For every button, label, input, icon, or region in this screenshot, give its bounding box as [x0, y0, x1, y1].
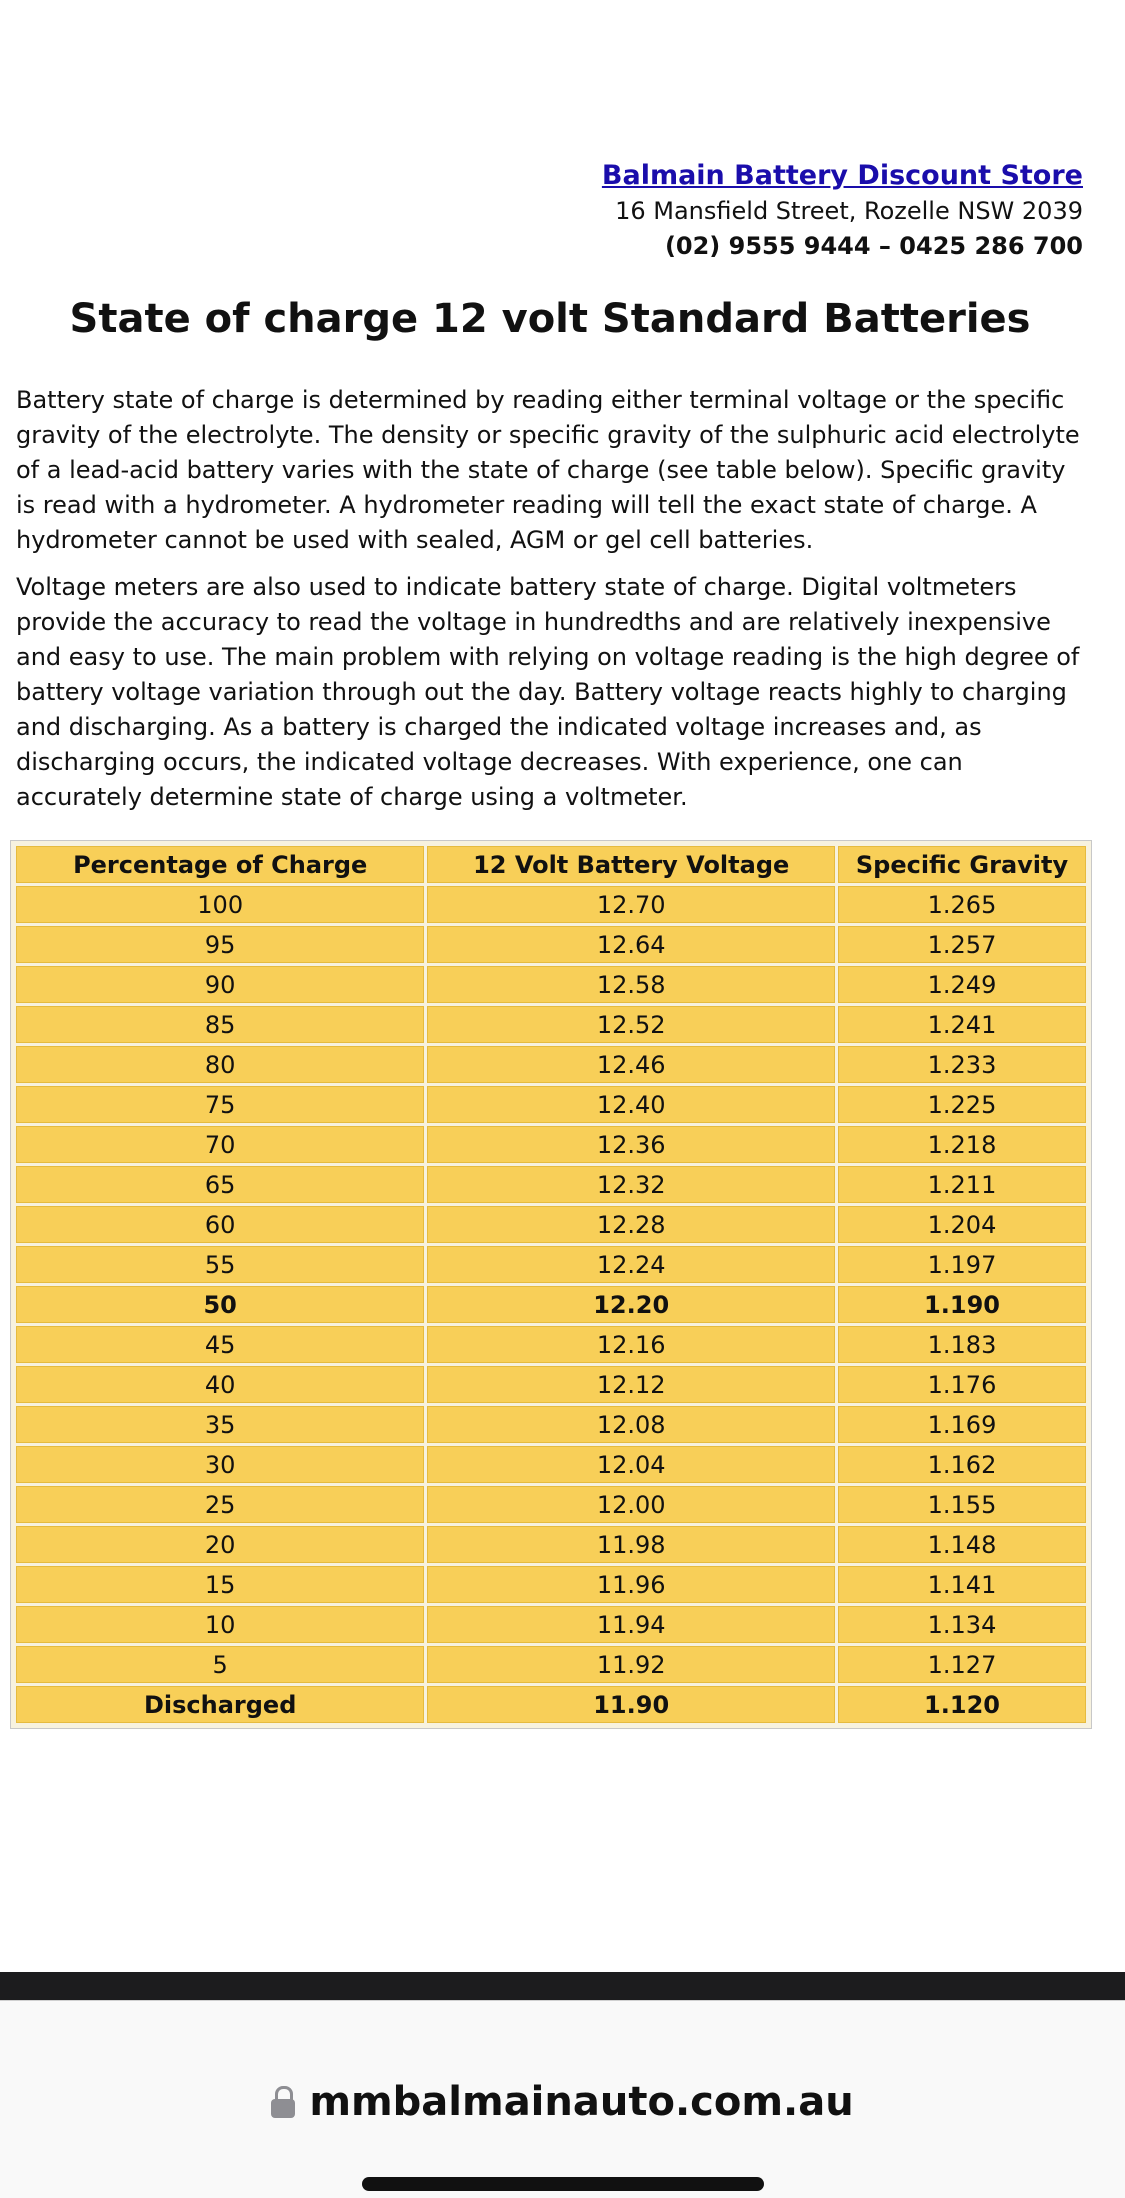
cell-percentage: 5 — [16, 1646, 424, 1683]
state-of-charge-table — [13, 843, 1089, 1726]
cell-percentage: 20 — [16, 1526, 424, 1563]
cell-specific-gravity: 1.233 — [838, 1046, 1086, 1083]
cell-percentage: 25 — [16, 1486, 424, 1523]
cell-specific-gravity: 1.190 — [838, 1286, 1086, 1323]
table-row — [16, 886, 1086, 923]
cell-percentage: 65 — [16, 1166, 424, 1203]
cell-percentage: 95 — [16, 926, 424, 963]
cell-percentage: 60 — [16, 1206, 424, 1243]
table-row — [16, 1606, 1086, 1643]
header-specific-gravity: Specific Gravity — [838, 846, 1086, 883]
cell-specific-gravity: 1.211 — [838, 1166, 1086, 1203]
store-address: 16 Mansfield Street, Rozelle NSW 2039 — [615, 197, 1083, 225]
cell-specific-gravity: 1.134 — [838, 1606, 1086, 1643]
cell-specific-gravity: 1.225 — [838, 1086, 1086, 1123]
cell-percentage: 100 — [16, 886, 424, 923]
cell-specific-gravity: 1.162 — [838, 1446, 1086, 1483]
home-indicator[interactable] — [362, 2177, 764, 2191]
cell-specific-gravity: 1.120 — [838, 1686, 1086, 1723]
cell-specific-gravity: 1.169 — [838, 1406, 1086, 1443]
intro-paragraph-voltmeter: Voltage meters are also used to indicate battery state of charge. Digital voltmeters provide the accuracy to read the voltage in hundredths and are relatively inexpensive and easy to use. The main problem with relying on voltage reading is the high degree of battery voltage variation through out the day. Battery voltage reacts highly to charging and discharging. As a battery is charged the indicated voltage increases and, as discharging occurs, the indicated voltage decreases. With experience, one can accurately determine state of charge using a voltmeter. — [16, 573, 1080, 811]
cell-specific-gravity: 1.197 — [838, 1246, 1086, 1283]
table-row — [16, 1246, 1086, 1283]
cell-voltage: 12.40 — [427, 1086, 835, 1123]
cell-specific-gravity: 1.148 — [838, 1526, 1086, 1563]
cell-voltage: 12.58 — [427, 966, 835, 1003]
cell-percentage: 80 — [16, 1046, 424, 1083]
table-row — [16, 966, 1086, 1003]
cell-percentage: 85 — [16, 1006, 424, 1043]
table-row — [16, 1126, 1086, 1163]
cell-specific-gravity: 1.204 — [838, 1206, 1086, 1243]
cell-percentage: 55 — [16, 1246, 424, 1283]
store-name-link[interactable]: Balmain Battery Discount Store — [601, 160, 1083, 191]
cell-voltage: 11.90 — [427, 1686, 835, 1723]
cell-voltage: 11.92 — [427, 1646, 835, 1683]
cell-percentage: 70 — [16, 1126, 424, 1163]
table-row — [16, 1646, 1086, 1683]
table-row — [16, 1486, 1086, 1523]
cell-voltage: 12.36 — [427, 1126, 835, 1163]
table-row — [16, 1086, 1086, 1123]
table-body — [16, 886, 1086, 1723]
table-row — [16, 1686, 1086, 1723]
cell-voltage: 11.98 — [427, 1526, 835, 1563]
cell-voltage: 12.12 — [427, 1366, 835, 1403]
cell-voltage: 12.24 — [427, 1246, 835, 1283]
cell-voltage: 12.20 — [427, 1286, 835, 1323]
cell-specific-gravity: 1.155 — [838, 1486, 1086, 1523]
cell-voltage: 11.94 — [427, 1606, 835, 1643]
cell-specific-gravity: 1.218 — [838, 1126, 1086, 1163]
cell-voltage: 12.04 — [427, 1446, 835, 1483]
browser-address-bar[interactable] — [0, 2000, 1125, 2198]
cell-percentage: 90 — [16, 966, 424, 1003]
table-row — [16, 1366, 1086, 1403]
table-row — [16, 1166, 1086, 1203]
cell-voltage: 12.16 — [427, 1326, 835, 1363]
cell-specific-gravity: 1.265 — [838, 886, 1086, 923]
cell-percentage: 35 — [16, 1406, 424, 1443]
store-header — [383, 158, 1083, 263]
cell-voltage: 12.32 — [427, 1166, 835, 1203]
cell-voltage: 12.64 — [427, 926, 835, 963]
cell-specific-gravity: 1.257 — [838, 926, 1086, 963]
cell-specific-gravity: 1.241 — [838, 1006, 1086, 1043]
table-row — [16, 1446, 1086, 1483]
cell-percentage: 75 — [16, 1086, 424, 1123]
cell-voltage: 12.28 — [427, 1206, 835, 1243]
cell-percentage: 30 — [16, 1446, 424, 1483]
cell-specific-gravity: 1.127 — [838, 1646, 1086, 1683]
header-voltage: 12 Volt Battery Voltage — [427, 846, 835, 883]
table-row — [16, 1286, 1086, 1323]
state-of-charge-table-container — [10, 840, 1092, 1729]
table-row — [16, 1526, 1086, 1563]
table-row — [16, 1406, 1086, 1443]
store-phone: (02) 9555 9444 – 0425 286 700 — [664, 232, 1083, 260]
cell-percentage: Discharged — [16, 1686, 424, 1723]
cell-specific-gravity: 1.141 — [838, 1566, 1086, 1603]
cell-voltage: 11.96 — [427, 1566, 835, 1603]
table-row — [16, 1326, 1086, 1363]
table-row — [16, 1046, 1086, 1083]
table-row — [16, 1566, 1086, 1603]
cell-voltage: 12.00 — [427, 1486, 835, 1523]
table-row — [16, 1006, 1086, 1043]
cell-specific-gravity: 1.249 — [838, 966, 1086, 1003]
cell-percentage: 15 — [16, 1566, 424, 1603]
bottom-toolbar-edge — [0, 1972, 1125, 2000]
header-percentage: Percentage of Charge — [16, 846, 424, 883]
cell-specific-gravity: 1.183 — [838, 1326, 1086, 1363]
cell-specific-gravity: 1.176 — [838, 1366, 1086, 1403]
intro-paragraph-hydrometer: Battery state of charge is determined by reading either terminal voltage or the specific gravity of the electrolyte. The density or specific gravity of the sulphuric acid electrolyte of a lead-acid battery varies with the state of charge (see table below). Specific gravity is read with a hydrometer. A hydrometer reading will tell the exact state of charge. A hydrometer cannot be used with sealed, AGM or gel cell batteries. — [16, 386, 1080, 554]
cell-percentage: 40 — [16, 1366, 424, 1403]
lock-icon — [271, 2086, 295, 2118]
table-header-row — [16, 846, 1086, 883]
cell-percentage: 45 — [16, 1326, 424, 1363]
url-text[interactable]: mmbalmainauto.com.au — [309, 2079, 854, 2125]
cell-percentage: 10 — [16, 1606, 424, 1643]
table-row — [16, 926, 1086, 963]
cell-voltage: 12.46 — [427, 1046, 835, 1083]
cell-voltage: 12.52 — [427, 1006, 835, 1043]
url-row[interactable] — [0, 2079, 1125, 2125]
cell-voltage: 12.08 — [427, 1406, 835, 1443]
page-title: State of charge 12 volt Standard Batteries — [69, 296, 1031, 342]
table-row — [16, 1206, 1086, 1243]
cell-percentage: 50 — [16, 1286, 424, 1323]
cell-voltage: 12.70 — [427, 886, 835, 923]
